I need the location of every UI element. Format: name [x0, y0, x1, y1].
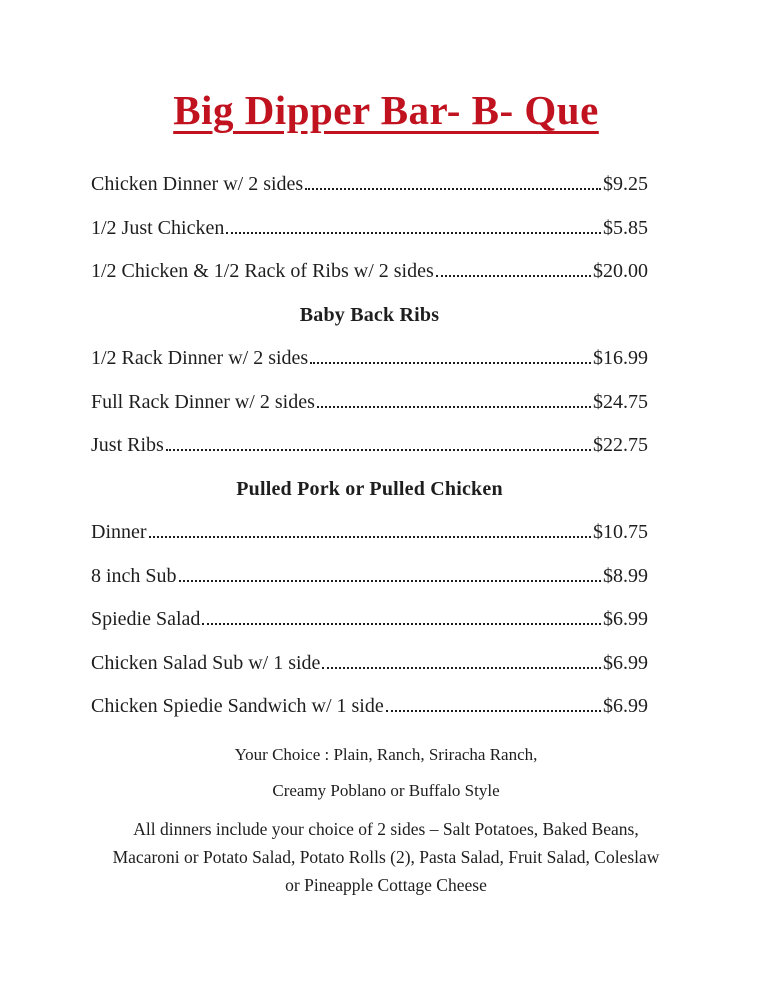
menu-item-8-inch-sub [91, 557, 648, 601]
dot-leader [202, 618, 601, 625]
sides-note-line-1: All dinners include your choice of 2 sides – Salt Potatoes, Baked Beans, [133, 818, 639, 839]
menu-item-half-just-chicken [91, 209, 648, 253]
item-name: 1/2 Just Chicken [91, 216, 225, 239]
sides-note-line-2: Macaroni or Potato Salad, Potato Rolls (2), Pasta Salad, Fruit Salad, Coleslaw [112, 846, 660, 867]
page-title: Big Dipper Bar- B- Que [173, 87, 599, 133]
dot-leader [179, 575, 601, 582]
item-name: Dinner [91, 521, 147, 544]
menu-item-pulled-dinner [91, 513, 648, 557]
item-price: $8.99 [603, 564, 648, 587]
item-price: $6.99 [603, 608, 648, 631]
menu-item-half-chicken-half-ribs [91, 252, 648, 296]
item-price: $22.75 [593, 434, 648, 457]
menu-item-just-ribs [91, 426, 648, 470]
item-price: $10.75 [593, 521, 648, 544]
item-name: Chicken Spiedie Sandwich w/ 1 side [91, 695, 384, 718]
sauce-choice-note [0, 737, 772, 809]
item-name: Full Rack Dinner w/ 2 sides [91, 390, 315, 413]
section-heading-pulled-pork-chicken: Pulled Pork or Pulled Chicken [236, 477, 503, 500]
dot-leader [436, 270, 591, 277]
sides-note-line-3: or Pineapple Cottage Cheese [285, 874, 487, 895]
section-heading-baby-back-ribs: Baby Back Ribs [299, 303, 440, 326]
menu-item-full-rack-dinner [91, 383, 648, 427]
dot-leader [310, 357, 591, 364]
item-price: $6.99 [603, 695, 648, 718]
item-name: 8 inch Sub [91, 564, 177, 587]
menu-item-chicken-salad-sub [91, 644, 648, 688]
item-price: $24.75 [593, 390, 648, 413]
menu-list [0, 165, 772, 731]
item-price: $5.85 [603, 216, 648, 239]
dot-leader [226, 227, 601, 234]
dot-leader [386, 705, 601, 712]
dot-leader [166, 444, 591, 451]
dot-leader [322, 662, 601, 669]
item-name: Chicken Salad Sub w/ 1 side [91, 651, 321, 674]
item-name: 1/2 Rack Dinner w/ 2 sides [91, 347, 309, 370]
item-name: 1/2 Chicken & 1/2 Rack of Ribs w/ 2 sides [91, 260, 434, 283]
item-name: Just Ribs [91, 434, 164, 457]
dot-leader [149, 531, 591, 538]
dot-leader [305, 183, 601, 190]
item-name: Spiedie Salad [91, 608, 201, 631]
sauce-choice-line-2: Creamy Poblano or Buffalo Style [272, 780, 500, 800]
item-price: $6.99 [603, 651, 648, 674]
item-name: Chicken Dinner w/ 2 sides [91, 173, 304, 196]
menu-item-chicken-dinner [91, 165, 648, 209]
menu-item-half-rack-dinner [91, 339, 648, 383]
sauce-choice-line-1: Your Choice : Plain, Ranch, Sriracha Ranch, [234, 744, 538, 764]
item-price: $9.25 [603, 173, 648, 196]
item-price: $20.00 [593, 260, 648, 283]
dot-leader [317, 401, 591, 408]
item-price: $16.99 [593, 347, 648, 370]
sides-included-note [0, 815, 772, 899]
menu-item-spiedie-salad [91, 600, 648, 644]
menu-item-chicken-spiedie-sandwich [91, 687, 648, 731]
